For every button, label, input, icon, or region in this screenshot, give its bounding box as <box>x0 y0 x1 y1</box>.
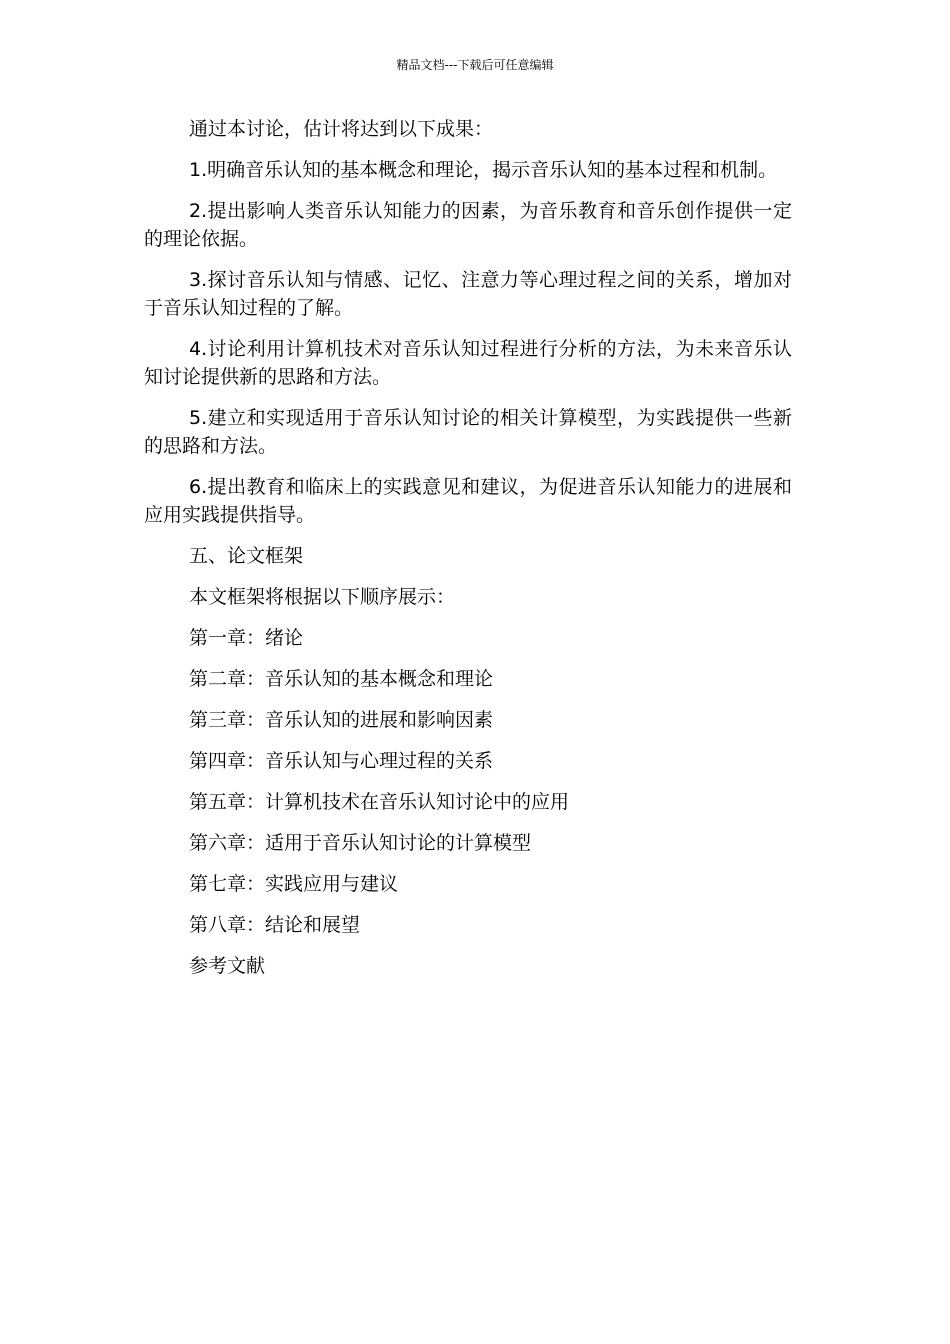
section-heading: 五、论文框架 <box>189 545 304 567</box>
outcome-item-6: 6.提出教育和临床上的实践意见和建议，为促进音乐认知能力的进展和应用实践提供指导。 <box>144 476 792 526</box>
chapter-item-5: 第五章：计算机技术在音乐认知讨论中的应用 <box>189 791 570 813</box>
chapter-item-7: 第七章：实践应用与建议 <box>189 873 399 895</box>
intro-paragraph: 通过本讨论，估计将达到以下成果： <box>189 118 494 140</box>
document-body <box>144 115 792 993</box>
framework-intro: 本文框架将根据以下顺序展示： <box>189 586 456 608</box>
page-header: 精品文档---下载后可任意编辑 <box>396 58 554 72</box>
outcome-item-3: 3.探讨音乐认知与情感、记忆、注意力等心理过程之间的关系，增加对于音乐认知过程的了解。 <box>144 269 792 319</box>
outcome-item-1: 1.明确音乐认知的基本概念和理论，揭示音乐认知的基本过程和机制。 <box>189 159 778 181</box>
chapter-item-6: 第六章：适用于音乐认知讨论的计算模型 <box>189 832 532 854</box>
chapter-item-1: 第一章：绪论 <box>189 627 304 649</box>
chapter-item-4: 第四章：音乐认知与心理过程的关系 <box>189 750 494 772</box>
chapter-item-8: 第八章：结论和展望 <box>189 914 361 936</box>
outcome-item-2: 2.提出影响人类音乐认知能力的因素，为音乐教育和音乐创作提供一定的理论依据。 <box>144 200 792 250</box>
outcome-item-5: 5.建立和实现适用于音乐认知讨论的相关计算模型，为实践提供一些新的思路和方法。 <box>144 407 792 457</box>
chapter-item-2: 第二章：音乐认知的基本概念和理论 <box>189 668 494 690</box>
references-heading: 参考文献 <box>189 955 266 977</box>
chapter-item-3: 第三章：音乐认知的进展和影响因素 <box>189 709 494 731</box>
outcome-item-4: 4.讨论利用计算机技术对音乐认知过程进行分析的方法，为未来音乐认知讨论提供新的思路和方法。 <box>144 338 792 388</box>
